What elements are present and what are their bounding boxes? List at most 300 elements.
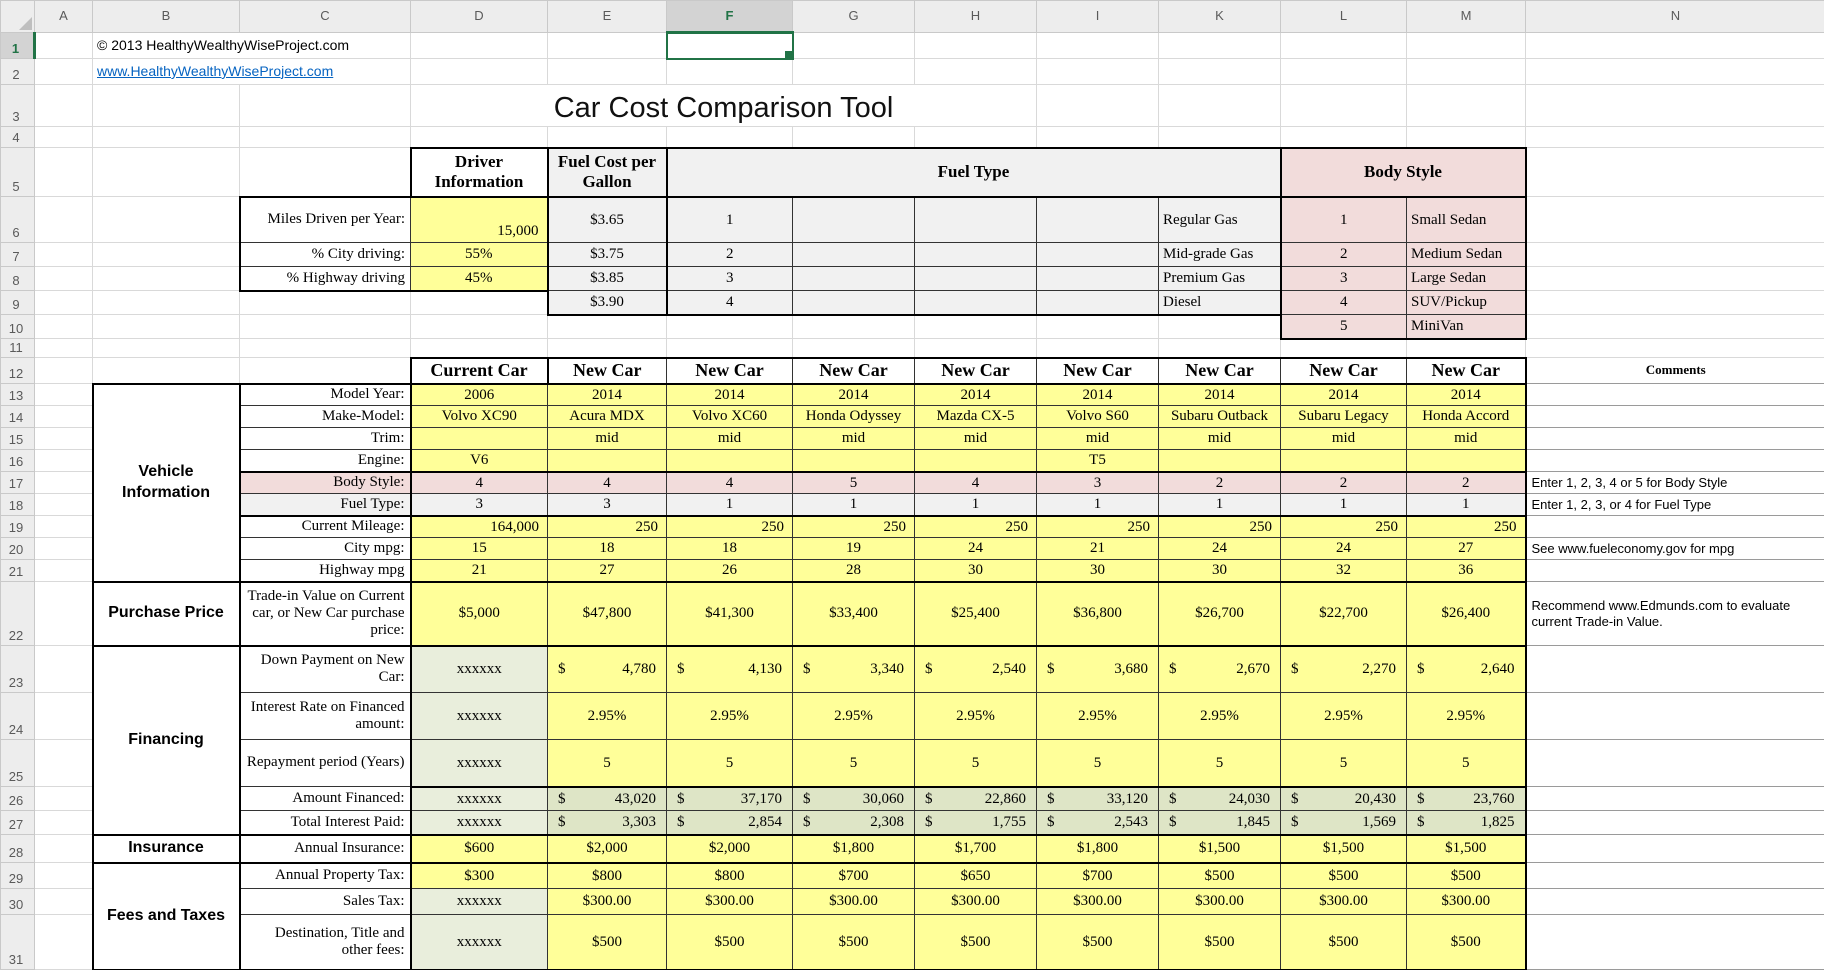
fuel-cost-value[interactable]: $3.65 bbox=[548, 197, 667, 243]
cell[interactable] bbox=[667, 315, 793, 339]
cell[interactable] bbox=[1407, 85, 1526, 127]
row-header[interactable]: 11 bbox=[1, 339, 35, 358]
fuel-type-code[interactable]: 3 bbox=[667, 267, 793, 291]
label-miles-driven[interactable]: Miles Driven per Year: bbox=[240, 197, 411, 243]
row-header[interactable]: 26 bbox=[1, 787, 35, 811]
cell-mileage[interactable]: 164,000 bbox=[411, 516, 548, 538]
cell-amount-financed-locked[interactable]: xxxxxx bbox=[411, 787, 548, 811]
cell-destination-fees[interactable]: $500 bbox=[1281, 915, 1407, 970]
row-header[interactable]: 23 bbox=[1, 646, 35, 693]
cell-engine[interactable] bbox=[1281, 450, 1407, 472]
cell-down-payment[interactable] bbox=[1281, 646, 1407, 693]
cell[interactable] bbox=[1037, 315, 1159, 339]
label-amount-financed[interactable]: Amount Financed: bbox=[240, 787, 411, 811]
cell[interactable] bbox=[35, 358, 93, 384]
comment-cell[interactable] bbox=[1526, 560, 1824, 582]
cell-engine[interactable] bbox=[667, 450, 793, 472]
cell-hwy-mpg[interactable]: 30 bbox=[1159, 560, 1281, 582]
cell[interactable] bbox=[35, 148, 93, 197]
col-header[interactable]: A bbox=[35, 1, 93, 33]
section-financing[interactable]: Financing bbox=[93, 646, 240, 835]
cell[interactable] bbox=[35, 243, 93, 267]
cell[interactable] bbox=[93, 358, 240, 384]
label-property-tax[interactable]: Annual Property Tax: bbox=[240, 863, 411, 889]
cell[interactable] bbox=[1526, 315, 1824, 339]
col-header-new-car[interactable]: New Car bbox=[793, 358, 915, 384]
body-style-code[interactable]: 5 bbox=[1281, 315, 1407, 339]
row-header[interactable]: 14 bbox=[1, 406, 35, 428]
label-make-model[interactable]: Make-Model: bbox=[240, 406, 411, 428]
col-header[interactable]: G bbox=[793, 1, 915, 33]
col-header[interactable]: I bbox=[1037, 1, 1159, 33]
cell[interactable] bbox=[1526, 267, 1824, 291]
cell-make-model[interactable]: Honda Odyssey bbox=[793, 406, 915, 428]
cell-fuel-type[interactable]: 1 bbox=[667, 494, 793, 516]
cell-insurance[interactable]: $2,000 bbox=[548, 835, 667, 863]
cell-engine[interactable]: V6 bbox=[411, 450, 548, 472]
cell-sales-tax[interactable]: $300.00 bbox=[1159, 889, 1281, 915]
cell[interactable] bbox=[93, 243, 240, 267]
row-header[interactable]: 25 bbox=[1, 740, 35, 787]
cell[interactable] bbox=[915, 339, 1037, 358]
cell-mileage[interactable]: 250 bbox=[1407, 516, 1526, 538]
cell[interactable] bbox=[1037, 243, 1159, 267]
cell[interactable] bbox=[35, 291, 93, 315]
cell[interactable] bbox=[35, 811, 93, 835]
cell[interactable] bbox=[240, 148, 411, 197]
row-header[interactable]: 9 bbox=[1, 291, 35, 315]
cell[interactable] bbox=[1159, 85, 1281, 127]
cell-amount-financed[interactable] bbox=[1281, 787, 1407, 811]
cell[interactable] bbox=[1037, 267, 1159, 291]
cell-trade-in[interactable]: $26,400 bbox=[1407, 582, 1526, 646]
row-header-selected[interactable]: 1 bbox=[1, 33, 35, 59]
cell-city-mpg[interactable]: 24 bbox=[1159, 538, 1281, 560]
col-header[interactable]: D bbox=[411, 1, 548, 33]
cell-destination-fees[interactable]: $500 bbox=[1037, 915, 1159, 970]
cell[interactable] bbox=[93, 267, 240, 291]
cell-repayment[interactable]: 5 bbox=[667, 740, 793, 787]
cell-property-tax[interactable]: $650 bbox=[915, 863, 1037, 889]
cell-destination-fees[interactable]: $500 bbox=[915, 915, 1037, 970]
body-style-code[interactable]: 2 bbox=[1281, 243, 1407, 267]
cell[interactable] bbox=[1037, 33, 1159, 59]
col-header[interactable]: E bbox=[548, 1, 667, 33]
cell-trade-in[interactable]: $26,700 bbox=[1159, 582, 1281, 646]
cell[interactable] bbox=[1037, 339, 1159, 358]
comment-cell[interactable] bbox=[1526, 787, 1824, 811]
label-annual-insurance[interactable]: Annual Insurance: bbox=[240, 835, 411, 863]
cell[interactable] bbox=[93, 291, 240, 315]
col-header-new-car[interactable]: New Car bbox=[548, 358, 667, 384]
cell-city-mpg[interactable]: 18 bbox=[667, 538, 793, 560]
cell-hwy-mpg[interactable]: 30 bbox=[915, 560, 1037, 582]
cell[interactable] bbox=[793, 291, 915, 315]
cell[interactable] bbox=[411, 59, 548, 85]
cell[interactable] bbox=[35, 835, 93, 863]
cell[interactable] bbox=[93, 339, 240, 358]
label-interest-rate[interactable]: Interest Rate on Financed amount: bbox=[240, 693, 411, 740]
cell[interactable] bbox=[240, 358, 411, 384]
cell-body-style[interactable]: 2 bbox=[1407, 472, 1526, 494]
cell-repayment[interactable]: 5 bbox=[1407, 740, 1526, 787]
cell[interactable] bbox=[35, 582, 93, 646]
comment-cell[interactable] bbox=[1526, 428, 1824, 450]
cell-insurance[interactable]: $1,800 bbox=[793, 835, 915, 863]
cell[interactable] bbox=[35, 428, 93, 450]
cell-model-year[interactable]: 2014 bbox=[548, 384, 667, 406]
cell-make-model[interactable]: Acura MDX bbox=[548, 406, 667, 428]
cell[interactable] bbox=[1159, 315, 1281, 339]
comment-city-mpg[interactable]: See www.fueleconomy.gov for mpg bbox=[1526, 538, 1824, 560]
cell[interactable] bbox=[1526, 127, 1824, 148]
cell[interactable] bbox=[1526, 148, 1824, 197]
cell[interactable] bbox=[93, 197, 240, 243]
cell-model-year[interactable]: 2014 bbox=[1037, 384, 1159, 406]
col-header[interactable]: L bbox=[1281, 1, 1407, 33]
cell-total-interest[interactable] bbox=[1281, 811, 1407, 835]
cell-interest-rate[interactable]: 2.95% bbox=[793, 693, 915, 740]
cell-repayment[interactable]: 5 bbox=[548, 740, 667, 787]
row-header[interactable]: 15 bbox=[1, 428, 35, 450]
fuel-cost-value[interactable]: $3.75 bbox=[548, 243, 667, 267]
cell-fuel-type[interactable]: 1 bbox=[1407, 494, 1526, 516]
cell-insurance[interactable]: $1,700 bbox=[915, 835, 1037, 863]
cell[interactable] bbox=[1526, 197, 1824, 243]
cell[interactable] bbox=[1526, 243, 1824, 267]
cell[interactable] bbox=[793, 59, 915, 85]
cell[interactable] bbox=[411, 33, 548, 59]
cell-sales-tax[interactable]: $300.00 bbox=[548, 889, 667, 915]
cell[interactable] bbox=[1526, 339, 1824, 358]
cell[interactable] bbox=[1281, 33, 1407, 59]
cell[interactable] bbox=[667, 59, 793, 85]
cell-trade-in[interactable]: $41,300 bbox=[667, 582, 793, 646]
cell-body-style[interactable]: 2 bbox=[1159, 472, 1281, 494]
cell[interactable] bbox=[35, 33, 93, 59]
cell-hwy-mpg[interactable]: 36 bbox=[1407, 560, 1526, 582]
cell[interactable] bbox=[1281, 59, 1407, 85]
body-style-code[interactable]: 1 bbox=[1281, 197, 1407, 243]
fuel-type-name[interactable]: Mid-grade Gas bbox=[1159, 243, 1281, 267]
row-header[interactable]: 4 bbox=[1, 127, 35, 148]
cell-amount-financed[interactable] bbox=[667, 787, 793, 811]
col-header[interactable]: M bbox=[1407, 1, 1526, 33]
label-current-mileage[interactable]: Current Mileage: bbox=[240, 516, 411, 538]
cell-trim[interactable] bbox=[411, 428, 548, 450]
cell-mileage[interactable]: 250 bbox=[548, 516, 667, 538]
fuel-type-name[interactable]: Regular Gas bbox=[1159, 197, 1281, 243]
cell[interactable] bbox=[93, 85, 240, 127]
cell-amount-financed[interactable] bbox=[548, 787, 667, 811]
cell-property-tax[interactable]: $500 bbox=[1407, 863, 1526, 889]
copyright-cell[interactable]: © 2013 HealthyWealthyWiseProject.com bbox=[93, 33, 411, 59]
cell[interactable] bbox=[1037, 85, 1159, 127]
fuel-type-code[interactable]: 4 bbox=[667, 291, 793, 315]
cell-fuel-type[interactable]: 1 bbox=[1159, 494, 1281, 516]
cell[interactable] bbox=[1281, 85, 1407, 127]
row-header[interactable]: 28 bbox=[1, 835, 35, 863]
comment-body-style[interactable]: Enter 1, 2, 3, 4 or 5 for Body Style bbox=[1526, 472, 1824, 494]
cell-destination-fees[interactable]: $500 bbox=[1159, 915, 1281, 970]
cell-model-year[interactable]: 2014 bbox=[793, 384, 915, 406]
cell-destination-fees[interactable]: $500 bbox=[793, 915, 915, 970]
cell-city-mpg[interactable]: 24 bbox=[1281, 538, 1407, 560]
cell[interactable] bbox=[1159, 59, 1281, 85]
cell-fuel-type[interactable]: 1 bbox=[1281, 494, 1407, 516]
cell[interactable] bbox=[1159, 339, 1281, 358]
cell[interactable] bbox=[1159, 127, 1281, 148]
cell-insurance[interactable]: $1,500 bbox=[1407, 835, 1526, 863]
cell[interactable] bbox=[35, 889, 93, 915]
cell-model-year[interactable]: 2014 bbox=[667, 384, 793, 406]
cell[interactable] bbox=[793, 243, 915, 267]
cell-engine[interactable]: T5 bbox=[1037, 450, 1159, 472]
label-repayment-period[interactable]: Repayment period (Years) bbox=[240, 740, 411, 787]
cell-repayment[interactable]: 5 bbox=[1281, 740, 1407, 787]
cell-city-mpg[interactable]: 21 bbox=[1037, 538, 1159, 560]
cell[interactable] bbox=[667, 127, 793, 148]
cell-interest-rate[interactable]: 2.95% bbox=[667, 693, 793, 740]
cell-mileage[interactable]: 250 bbox=[1281, 516, 1407, 538]
cell[interactable] bbox=[93, 148, 240, 197]
row-header[interactable]: 17 bbox=[1, 472, 35, 494]
cell-sales-tax[interactable]: $300.00 bbox=[915, 889, 1037, 915]
body-style-code[interactable]: 4 bbox=[1281, 291, 1407, 315]
col-header[interactable]: B bbox=[93, 1, 240, 33]
row-header[interactable]: 12 bbox=[1, 358, 35, 384]
cell-interest-rate[interactable]: 2.95% bbox=[1159, 693, 1281, 740]
cell-body-style[interactable]: 2 bbox=[1281, 472, 1407, 494]
cell[interactable] bbox=[793, 339, 915, 358]
col-header-current-car[interactable]: Current Car bbox=[411, 358, 548, 384]
comment-cell[interactable] bbox=[1526, 863, 1824, 889]
cell[interactable] bbox=[793, 315, 915, 339]
cell-property-tax[interactable]: $800 bbox=[667, 863, 793, 889]
cell[interactable] bbox=[548, 315, 667, 339]
cell[interactable] bbox=[35, 85, 93, 127]
comment-cell[interactable] bbox=[1526, 406, 1824, 428]
cell-trade-in[interactable]: $47,800 bbox=[548, 582, 667, 646]
cell[interactable] bbox=[793, 127, 915, 148]
cell[interactable] bbox=[548, 59, 667, 85]
body-style-name[interactable]: Large Sedan bbox=[1407, 267, 1526, 291]
row-header[interactable]: 19 bbox=[1, 516, 35, 538]
cell-trim[interactable]: mid bbox=[1281, 428, 1407, 450]
cell-mileage[interactable]: 250 bbox=[793, 516, 915, 538]
cell[interactable] bbox=[35, 450, 93, 472]
cell[interactable] bbox=[793, 267, 915, 291]
comment-cell[interactable] bbox=[1526, 889, 1824, 915]
label-body-style[interactable]: Body Style: bbox=[240, 472, 411, 494]
cell-sales-tax-locked[interactable]: xxxxxx bbox=[411, 889, 548, 915]
cell-repayment[interactable]: 5 bbox=[915, 740, 1037, 787]
website-link[interactable]: www.HealthyWealthyWiseProject.com bbox=[93, 59, 411, 85]
cell-down-payment[interactable] bbox=[793, 646, 915, 693]
cell-down-payment[interactable] bbox=[1407, 646, 1526, 693]
comment-cell[interactable] bbox=[1526, 646, 1824, 693]
cell-hwy-mpg[interactable]: 32 bbox=[1281, 560, 1407, 582]
select-all-corner[interactable] bbox=[1, 1, 35, 33]
cell[interactable] bbox=[93, 127, 240, 148]
cell[interactable] bbox=[35, 59, 93, 85]
label-city-driving[interactable]: % City driving: bbox=[240, 243, 411, 267]
value-miles-driven[interactable]: 15,000 bbox=[411, 197, 548, 243]
fuel-type-name[interactable]: Diesel bbox=[1159, 291, 1281, 315]
cell-fuel-type[interactable]: 1 bbox=[793, 494, 915, 516]
fuel-type-name[interactable]: Premium Gas bbox=[1159, 267, 1281, 291]
cell[interactable] bbox=[35, 516, 93, 538]
cell[interactable] bbox=[915, 243, 1037, 267]
cell[interactable] bbox=[1407, 33, 1526, 59]
cell[interactable] bbox=[1526, 59, 1824, 85]
cell-amount-financed[interactable] bbox=[793, 787, 915, 811]
body-style-name[interactable]: MiniVan bbox=[1407, 315, 1526, 339]
cell-body-style[interactable]: 3 bbox=[1037, 472, 1159, 494]
row-header[interactable]: 16 bbox=[1, 450, 35, 472]
cell[interactable] bbox=[93, 315, 240, 339]
cell[interactable] bbox=[411, 339, 548, 358]
col-header-new-car[interactable]: New Car bbox=[915, 358, 1037, 384]
cell-trade-in[interactable]: $22,700 bbox=[1281, 582, 1407, 646]
cell-sales-tax[interactable]: $300.00 bbox=[1407, 889, 1526, 915]
cell-total-interest[interactable] bbox=[1159, 811, 1281, 835]
cell[interactable] bbox=[915, 267, 1037, 291]
cell[interactable] bbox=[1407, 127, 1526, 148]
cell-down-payment[interactable] bbox=[1159, 646, 1281, 693]
row-header[interactable]: 20 bbox=[1, 538, 35, 560]
cell-engine[interactable] bbox=[1159, 450, 1281, 472]
col-header[interactable]: C bbox=[240, 1, 411, 33]
cell-body-style[interactable]: 4 bbox=[411, 472, 548, 494]
cell-insurance[interactable]: $1,500 bbox=[1281, 835, 1407, 863]
cell-make-model[interactable]: Subaru Legacy bbox=[1281, 406, 1407, 428]
cell-sales-tax[interactable]: $300.00 bbox=[793, 889, 915, 915]
cell-total-interest-locked[interactable]: xxxxxx bbox=[411, 811, 548, 835]
cell-interest-rate[interactable]: 2.95% bbox=[1281, 693, 1407, 740]
section-insurance[interactable]: Insurance bbox=[93, 835, 240, 863]
cell-trade-in[interactable]: $33,400 bbox=[793, 582, 915, 646]
cell[interactable] bbox=[1281, 339, 1407, 358]
cell[interactable] bbox=[35, 315, 93, 339]
label-destination-fees[interactable]: Destination, Title and other fees: bbox=[240, 915, 411, 970]
cell-trim[interactable]: mid bbox=[667, 428, 793, 450]
col-header[interactable]: H bbox=[915, 1, 1037, 33]
cell-total-interest[interactable] bbox=[667, 811, 793, 835]
comment-fuel-type[interactable]: Enter 1, 2, 3, or 4 for Fuel Type bbox=[1526, 494, 1824, 516]
cell-insurance[interactable]: $1,500 bbox=[1159, 835, 1281, 863]
cell-mileage[interactable]: 250 bbox=[915, 516, 1037, 538]
cell-mileage[interactable]: 250 bbox=[1037, 516, 1159, 538]
row-header[interactable]: 6 bbox=[1, 197, 35, 243]
cell-trim[interactable]: mid bbox=[915, 428, 1037, 450]
cell[interactable] bbox=[1037, 127, 1159, 148]
col-header-comments[interactable]: Comments bbox=[1526, 358, 1824, 384]
cell-insurance[interactable]: $600 bbox=[411, 835, 548, 863]
label-model-year[interactable]: Model Year: bbox=[240, 384, 411, 406]
active-cell-F1[interactable] bbox=[667, 33, 793, 59]
cell-insurance[interactable]: $2,000 bbox=[667, 835, 793, 863]
comment-cell[interactable] bbox=[1526, 516, 1824, 538]
cell[interactable] bbox=[35, 863, 93, 889]
cell-trim[interactable]: mid bbox=[548, 428, 667, 450]
cell-mileage[interactable]: 250 bbox=[1159, 516, 1281, 538]
cell-down-payment[interactable] bbox=[548, 646, 667, 693]
value-city-driving[interactable]: 55% bbox=[411, 243, 548, 267]
cell-amount-financed[interactable] bbox=[1037, 787, 1159, 811]
cell-model-year[interactable]: 2014 bbox=[1159, 384, 1281, 406]
cell-make-model[interactable]: Volvo S60 bbox=[1037, 406, 1159, 428]
col-header-new-car[interactable]: New Car bbox=[1281, 358, 1407, 384]
cell-amount-financed[interactable] bbox=[915, 787, 1037, 811]
value-highway-driving[interactable]: 45% bbox=[411, 267, 548, 291]
cell[interactable] bbox=[548, 33, 667, 59]
label-city-mpg[interactable]: City mpg: bbox=[240, 538, 411, 560]
label-engine[interactable]: Engine: bbox=[240, 450, 411, 472]
cell-body-style[interactable]: 4 bbox=[548, 472, 667, 494]
cell-property-tax[interactable]: $500 bbox=[1281, 863, 1407, 889]
col-header-selected[interactable]: F bbox=[667, 1, 793, 33]
label-sales-tax[interactable]: Sales Tax: bbox=[240, 889, 411, 915]
comment-cell[interactable] bbox=[1526, 384, 1824, 406]
cell-sales-tax[interactable]: $300.00 bbox=[1037, 889, 1159, 915]
cell[interactable] bbox=[667, 339, 793, 358]
cell-down-payment-locked[interactable]: xxxxxx bbox=[411, 646, 548, 693]
row-header[interactable]: 31 bbox=[1, 915, 35, 970]
cell[interactable] bbox=[915, 315, 1037, 339]
cell-city-mpg[interactable]: 15 bbox=[411, 538, 548, 560]
cell[interactable] bbox=[35, 339, 93, 358]
cell-engine[interactable] bbox=[548, 450, 667, 472]
cell-model-year[interactable]: 2014 bbox=[1407, 384, 1526, 406]
cell[interactable] bbox=[240, 291, 411, 315]
cell-amount-financed[interactable] bbox=[1407, 787, 1526, 811]
cell-total-interest[interactable] bbox=[915, 811, 1037, 835]
cell-interest-rate[interactable]: 2.95% bbox=[1407, 693, 1526, 740]
cell[interactable] bbox=[35, 494, 93, 516]
cell[interactable] bbox=[35, 740, 93, 787]
cell-city-mpg[interactable]: 18 bbox=[548, 538, 667, 560]
cell-property-tax[interactable]: $700 bbox=[1037, 863, 1159, 889]
cell-make-model[interactable]: Mazda CX-5 bbox=[915, 406, 1037, 428]
cell[interactable] bbox=[915, 127, 1037, 148]
cell-make-model[interactable]: Volvo XC60 bbox=[667, 406, 793, 428]
cell-total-interest[interactable] bbox=[1037, 811, 1159, 835]
cell[interactable] bbox=[548, 339, 667, 358]
cell[interactable] bbox=[35, 915, 93, 970]
label-highway-driving[interactable]: % Highway driving bbox=[240, 267, 411, 291]
label-highway-mpg[interactable]: Highway mpg bbox=[240, 560, 411, 582]
cell-hwy-mpg[interactable]: 27 bbox=[548, 560, 667, 582]
cell-engine[interactable] bbox=[1407, 450, 1526, 472]
cell[interactable] bbox=[1407, 339, 1526, 358]
cell-city-mpg[interactable]: 27 bbox=[1407, 538, 1526, 560]
cell-insurance[interactable]: $1,800 bbox=[1037, 835, 1159, 863]
col-header[interactable]: N bbox=[1526, 1, 1824, 33]
page-title[interactable]: Car Cost Comparison Tool bbox=[411, 85, 1037, 127]
cell-hwy-mpg[interactable]: 26 bbox=[667, 560, 793, 582]
cell[interactable] bbox=[915, 197, 1037, 243]
cell[interactable] bbox=[35, 197, 93, 243]
cell[interactable] bbox=[35, 127, 93, 148]
cell-down-payment[interactable] bbox=[1037, 646, 1159, 693]
row-header[interactable]: 22 bbox=[1, 582, 35, 646]
cell[interactable] bbox=[793, 33, 915, 59]
row-header[interactable]: 29 bbox=[1, 863, 35, 889]
cell-property-tax[interactable]: $500 bbox=[1159, 863, 1281, 889]
cell[interactable] bbox=[240, 85, 411, 127]
body-style-name[interactable]: Small Sedan bbox=[1407, 197, 1526, 243]
